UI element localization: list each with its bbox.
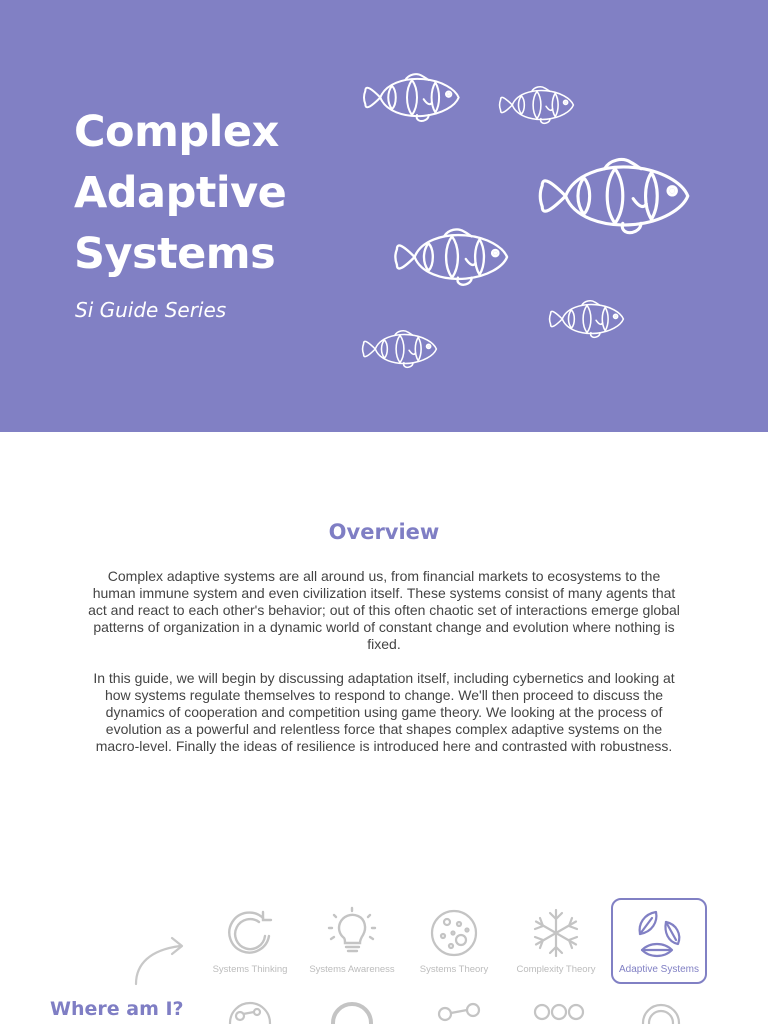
connected-circles-icon[interactable]	[433, 996, 487, 1024]
cell-circle-icon	[427, 906, 481, 960]
title-line-3: Systems	[74, 229, 276, 279]
overview-heading: Overview	[328, 520, 440, 544]
clownfish-icon	[537, 155, 693, 237]
nav-systems-thinking[interactable]	[202, 900, 298, 986]
nav-systems-theory[interactable]	[406, 900, 502, 986]
page-title	[74, 102, 374, 285]
snowflake-icon	[529, 906, 583, 960]
network-node-icon[interactable]	[223, 996, 277, 1024]
nav-label: Adaptive Systems	[618, 964, 700, 975]
ring-icon[interactable]	[325, 996, 379, 1024]
where-am-i-heading: Where am I?	[50, 998, 184, 1020]
lightbulb-icon	[325, 906, 379, 960]
curved-arrow-icon	[128, 928, 190, 990]
chain-circles-icon[interactable]	[532, 996, 586, 1024]
overview-text	[86, 568, 682, 755]
series-subtitle: Si Guide Series	[75, 298, 227, 322]
clownfish-icon	[498, 84, 576, 126]
title-line-2: Adaptive	[74, 168, 287, 218]
hero-banner	[0, 0, 768, 432]
nav-label: Systems Thinking	[212, 964, 288, 975]
clownfish-icon	[548, 298, 626, 340]
nav-adaptive-systems[interactable]	[611, 898, 707, 984]
nav-label: Complexity Theory	[516, 964, 596, 975]
clownfish-icon	[393, 226, 511, 288]
overview-paragraph: Complex adaptive systems are all around us, from financial markets to ecosystems to the human immune system and even civilization itself. These systems consist of many agents that act and react to each other's behavior; out of this often chaotic set of interactions emerge global patterns of organization in a dynamic world of constant change and evolution where nothing is fixed.	[88, 568, 680, 652]
cycle-arrow-icon	[223, 906, 277, 960]
clownfish-icon	[362, 70, 462, 125]
overview-paragraph: In this guide, we will begin by discussing adaptation itself, including cybernetics and looking at how systems regulate themselves to respond to change. We'll then proceed to discuss the dynamics of cooperation and competition using game theory. We looking at the process of evolution as a powerful and relentless force that shapes complex adaptive systems on the macro-level. Finally the ideas of resilience is introduced here and contrasted with robustness.	[93, 670, 675, 754]
target-icon[interactable]	[634, 996, 688, 1024]
clownfish-icon	[361, 328, 439, 370]
title-line-1: Complex	[74, 107, 279, 157]
nav-label: Systems Awareness	[309, 964, 395, 975]
nav-label: Systems Theory	[419, 964, 489, 975]
nav-complexity-theory[interactable]	[508, 900, 604, 986]
nav-systems-awareness[interactable]	[304, 900, 400, 986]
leaves-icon	[632, 906, 686, 960]
